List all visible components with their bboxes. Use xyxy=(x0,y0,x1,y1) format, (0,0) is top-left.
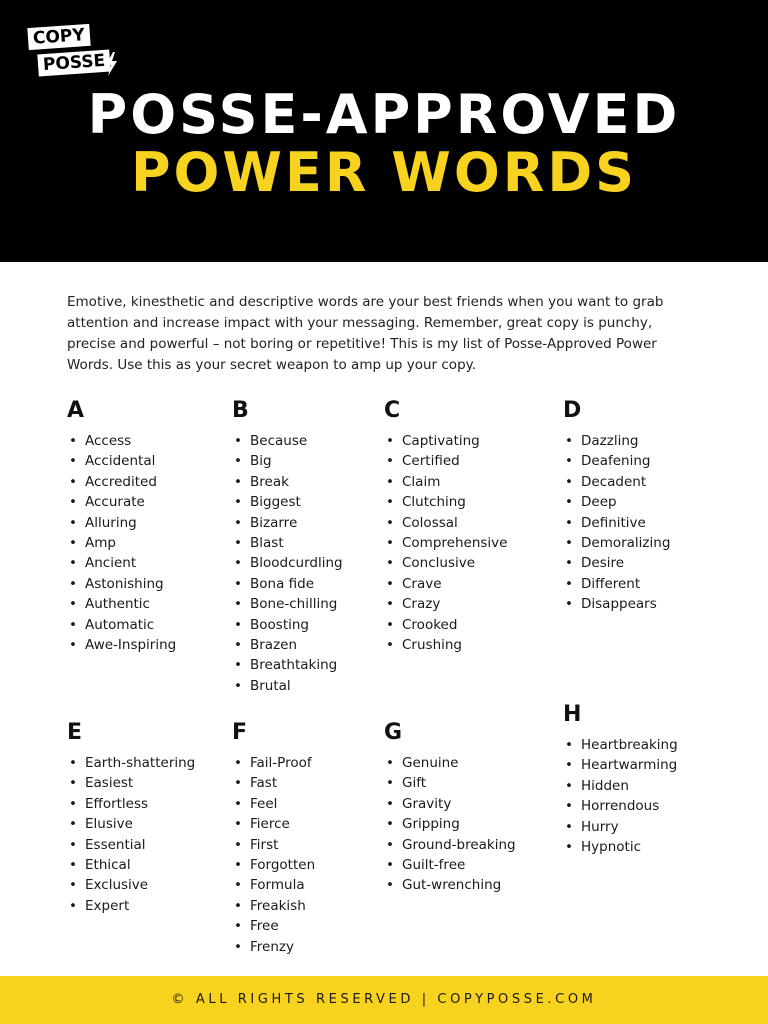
word-item: • Horrendous xyxy=(563,796,723,816)
word-item: • Crooked xyxy=(384,615,544,635)
word-item: • Expert xyxy=(67,896,227,916)
lightning-bolt-icon xyxy=(104,52,118,76)
page-title-line-2: POWER WORDS xyxy=(130,141,638,204)
word-item: • Elusive xyxy=(67,814,227,834)
word-item: • Guilt-free xyxy=(384,855,544,875)
word-item: • Blast xyxy=(232,533,392,553)
section-d xyxy=(563,397,723,615)
word-item: • Boosting xyxy=(232,615,392,635)
word-item: • Freakish xyxy=(232,896,392,916)
word-item: • Crave xyxy=(384,574,544,594)
section-letter: G xyxy=(384,720,403,745)
word-item: • Gripping xyxy=(384,814,544,834)
word-item: • Gut-wrenching xyxy=(384,875,544,895)
word-item: • Biggest xyxy=(232,492,392,512)
word-list xyxy=(232,753,392,957)
word-item: • Heartwarming xyxy=(563,755,723,775)
header-banner xyxy=(0,0,768,262)
intro-paragraph: Emotive, kinesthetic and descriptive words are your best friends when you want to grab attention and increase impact with your messaging. Remember, great copy is punchy, precise and powerful – not boring or repetitive! This is my list of Posse-Approved Power Words. Use this as your secret weapon to amp up your copy. xyxy=(67,294,664,373)
word-item: • Alluring xyxy=(67,513,227,533)
word-item: • Different xyxy=(563,574,723,594)
word-item: • Astonishing xyxy=(67,574,227,594)
word-item: • Brazen xyxy=(232,635,392,655)
word-item: • Dazzling xyxy=(563,431,723,451)
word-item: • Disappears xyxy=(563,594,723,614)
word-list xyxy=(232,431,392,696)
word-item: • Earth-shattering xyxy=(67,753,227,773)
word-item: • Fast xyxy=(232,773,392,793)
word-item: • Effortless xyxy=(67,794,227,814)
section-h xyxy=(563,701,723,857)
word-item: • Bloodcurdling xyxy=(232,553,392,573)
word-item: • Hypnotic xyxy=(563,837,723,857)
section-f xyxy=(232,719,392,957)
word-item: • Free xyxy=(232,916,392,936)
section-letter: D xyxy=(563,398,582,423)
word-item: • Accurate xyxy=(67,492,227,512)
word-item: • Because xyxy=(232,431,392,451)
copy-posse-logo xyxy=(24,24,114,86)
word-item: • Fierce xyxy=(232,814,392,834)
word-item: • Deep xyxy=(563,492,723,512)
word-item: • Automatic xyxy=(67,615,227,635)
word-item: • Bona fide xyxy=(232,574,392,594)
word-item: • Heartbreaking xyxy=(563,735,723,755)
word-item: • Forgotten xyxy=(232,855,392,875)
word-item: • Decadent xyxy=(563,472,723,492)
word-item: • Ethical xyxy=(67,855,227,875)
word-item: • Definitive xyxy=(563,513,723,533)
word-item: • Break xyxy=(232,472,392,492)
section-b xyxy=(232,397,392,696)
word-item: • Crushing xyxy=(384,635,544,655)
word-list xyxy=(563,431,723,615)
word-item: • Crazy xyxy=(384,594,544,614)
section-letter: C xyxy=(384,398,401,423)
word-item: • Gift xyxy=(384,773,544,793)
word-item: • Easiest xyxy=(67,773,227,793)
section-g xyxy=(384,719,544,896)
word-item: • Brutal xyxy=(232,676,392,696)
word-list xyxy=(67,431,227,655)
section-letter: A xyxy=(67,398,85,423)
word-item: • Demoralizing xyxy=(563,533,723,553)
word-item: • Amp xyxy=(67,533,227,553)
word-item: • Captivating xyxy=(384,431,544,451)
word-item: • Accredited xyxy=(67,472,227,492)
section-letter: B xyxy=(232,398,249,423)
section-c xyxy=(384,397,544,655)
section-letter: F xyxy=(232,720,248,745)
word-item: • Frenzy xyxy=(232,937,392,957)
word-item: • Ancient xyxy=(67,553,227,573)
word-list xyxy=(563,735,723,857)
word-item: • Colossal xyxy=(384,513,544,533)
word-list xyxy=(67,753,227,916)
word-list xyxy=(384,753,544,896)
word-item: • Big xyxy=(232,451,392,471)
word-item: • Gravity xyxy=(384,794,544,814)
word-item: • Bizarre xyxy=(232,513,392,533)
word-item: • Feel xyxy=(232,794,392,814)
word-item: • Access xyxy=(67,431,227,451)
word-item: • Hidden xyxy=(563,776,723,796)
section-letter: H xyxy=(563,702,582,727)
footer-copyright: © ALL RIGHTS RESERVED | COPYPOSSE.COM xyxy=(171,992,597,1007)
word-item: • Awe-Inspiring xyxy=(67,635,227,655)
word-item: • Accidental xyxy=(67,451,227,471)
word-item: • Genuine xyxy=(384,753,544,773)
footer-bar xyxy=(0,976,768,1024)
word-item: • Fail-Proof xyxy=(232,753,392,773)
section-letter: E xyxy=(67,720,83,745)
word-item: • Essential xyxy=(67,835,227,855)
word-item: • Certified xyxy=(384,451,544,471)
logo-line-2: POSSE xyxy=(37,50,111,77)
word-item: • Exclusive xyxy=(67,875,227,895)
word-item: • First xyxy=(232,835,392,855)
word-item: • Hurry xyxy=(563,817,723,837)
section-a xyxy=(67,397,227,655)
word-item: • Authentic xyxy=(67,594,227,614)
word-item: • Deafening xyxy=(563,451,723,471)
word-item: • Claim xyxy=(384,472,544,492)
word-item: • Comprehensive xyxy=(384,533,544,553)
word-list xyxy=(384,431,544,655)
word-item: • Conclusive xyxy=(384,553,544,573)
section-e xyxy=(67,719,227,916)
word-item: • Breathtaking xyxy=(232,655,392,675)
word-item: • Ground-breaking xyxy=(384,835,544,855)
page-title-line-1: POSSE-APPROVED xyxy=(87,83,681,146)
word-item: • Clutching xyxy=(384,492,544,512)
word-item: • Bone-chilling xyxy=(232,594,392,614)
logo-line-1: COPY xyxy=(27,24,90,50)
word-item: • Desire xyxy=(563,553,723,573)
word-item: • Formula xyxy=(232,875,392,895)
